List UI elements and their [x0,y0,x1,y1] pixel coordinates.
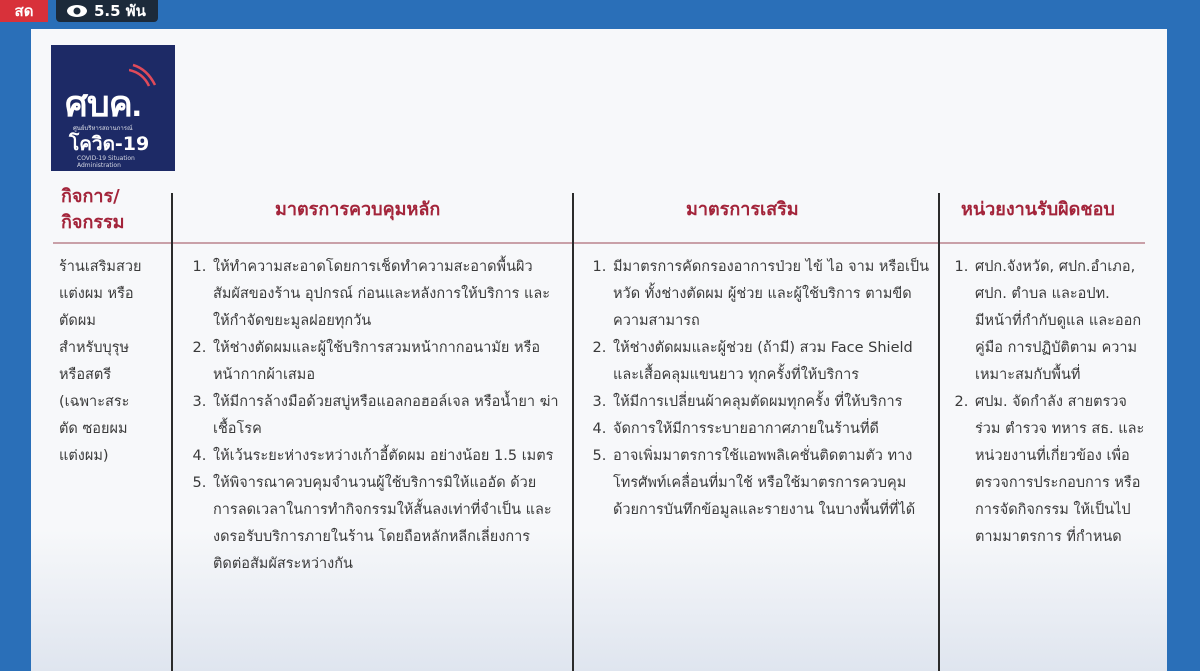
column-divider-1 [171,193,173,671]
main-measure-item: 4. ให้เว้นระยะห่างระหว่างเก้าอี้ตัดผม อย่างน้อย 1.5 เมตร [211,443,559,470]
extra-measure-item: 4. จัดการให้มีการระบายอากาศภายในร้านที่ดี [611,416,931,443]
responsible-item: 1. ศปก.จังหวัด, ศปก.อำเภอ, ศปก. ตำบล และอปท. มีหน้าที่กำกับดูแล และออกคู่มือ การปฏิบัติตาม ความเหมาะสมกับพื้นที่ [973,254,1151,389]
extra-measure-item: 5. อาจเพิ่มมาตรการใช้แอพพลิเคชั่นติดตามตัว ทางโทรศัพท์เคลื่อนที่มาใช้ หรือใช้มาตรการควบคุม ด้วยการบันทึกข้อมูลและรายงาน ในบางพื้นที่ที่ได้ [611,443,931,524]
extra-measure-item: 3. ให้มีการเปลี่ยนผ้าคลุมตัดผมทุกครั้ง ที่ให้บริการ [611,389,931,416]
activity-cell: ร้านเสริมสวย แต่งผม หรือ ตัดผม สำหรับบุรุษ หรือสตรี (เฉพาะสระ ตัด ซอยผม แต่งผม) [59,259,142,464]
header-extra-measures: มาตรการเสริม [686,199,799,220]
presentation-slide [31,29,1167,671]
header-activity: กิจการ/ กิจกรรม [61,186,125,233]
responsible-list [951,254,1151,551]
logo-english-text: COVID-19 Situation Administration [77,155,135,169]
main-measure-item: 1. ให้ทำความสะอาดโดยการเช็ดทำความสะอาดพื้นผิวสัมผัสของร้าน อุปกรณ์ ก่อนและหลังการให้บริการ และให้กำจัดขยะมูลฝอยทุกวัน [211,254,559,335]
live-badge: สด [0,0,48,22]
viewer-count [56,0,158,22]
eye-icon [66,4,88,18]
logo-sub-text: ศูนย์บริหารสถานการณ์ [73,125,133,132]
main-measures-list [189,254,559,578]
main-measure-item: 2. ให้ช่างตัดผมและผู้ใช้บริการสวมหน้ากากอนามัย หรือ หน้ากากผ้าเสมอ [211,335,559,389]
header-main-measures: มาตรการควบคุมหลัก [275,199,441,220]
extra-measure-item: 1. มีมาตรการคัดกรองอาการป่วย ไข้ ไอ จาม หรือเป็นหวัด ทั้งช่างตัดผม ผู้ช่วย และผู้ใช้บริการ ตามขีดความสามารถ [611,254,931,335]
main-measure-item: 5. ให้พิจารณาควบคุมจำนวนผู้ใช้บริการมิให้แออัด ด้วยการลดเวลาในการทำกิจกรรมให้สั้นลงเท่าที่จำเป็น และงดรอรับบริการภายในร้าน โดยถือหลักหลีกเลี่ยงการติดต่อสัมผัสระหว่างกัน [211,470,559,578]
extra-measure-item: 2. ให้ช่างตัดผมและผู้ช่วย (ถ้ามี) สวม Face Shield และเสื้อคลุมแขนยาว ทุกครั้งที่ให้บริการ [611,335,931,389]
main-measure-item: 3. ให้มีการล้างมือด้วยสบู่หรือแอลกอฮอล์เจล หรือน้ำยา ฆ่าเชื้อโรค [211,389,559,443]
column-divider-3 [938,193,940,671]
header-responsible: หน่วยงานรับผิดชอบ [961,199,1115,220]
column-divider-2 [572,193,574,671]
responsible-item: 2. ศปม. จัดกำลัง สายตรวจร่วม ตำรวจ ทหาร สธ. และ หน่วยงานที่เกี่ยวข้อง เพื่อตรวจการประกอบการ หรือ การจัดกิจกรรม ให้เป็นไปตามมาตรการ ที่กำหนด [973,389,1151,551]
ccsa-logo [51,45,175,171]
extra-measures-list [589,254,931,524]
viewer-count-label: 5.5 พัน [94,2,146,20]
logo-main-text: ศบค. [65,83,141,124]
logo-covid-text: โควิด-19 [69,133,150,155]
header-divider [53,242,1145,244]
